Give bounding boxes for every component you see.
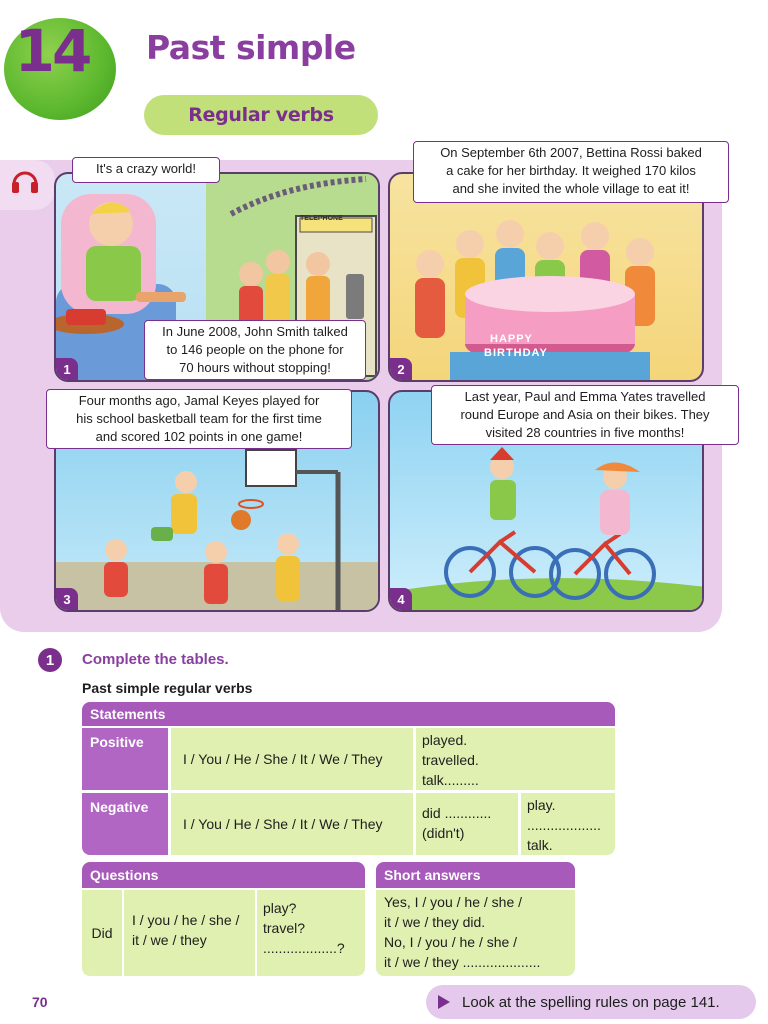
negative-label: Negative bbox=[82, 793, 168, 855]
page-title: Past simple bbox=[146, 28, 356, 67]
cake-text-happy: HAPPY bbox=[490, 333, 533, 345]
negative-verb-forms[interactable]: play. ................... talk. bbox=[521, 793, 615, 855]
play-arrow-icon bbox=[438, 995, 450, 1009]
panel-number: 1 bbox=[56, 358, 78, 380]
panel-number: 3 bbox=[56, 588, 78, 610]
page-number: 70 bbox=[32, 994, 48, 1010]
positive-verb-forms[interactable]: played. travelled. talk......... bbox=[416, 728, 615, 790]
exercise-instruction: Complete the tables. bbox=[82, 651, 229, 668]
subtitle-pill: Regular verbs bbox=[144, 95, 378, 135]
cake-text-birthday: BIRTHDAY bbox=[484, 347, 548, 359]
caption-panel-1: In June 2008, John Smith talked to 146 people on the phone for 70 hours without stopping! bbox=[144, 320, 366, 380]
exercise-number: 1 bbox=[38, 648, 62, 672]
short-answers-body[interactable]: Yes, I / you / he / she / it / we / they did. No, I / you / he / she / it / we / they .................... bbox=[376, 890, 575, 976]
positive-subjects: I / You / He / She / It / We / They bbox=[171, 728, 413, 790]
question-auxiliary: Did bbox=[82, 890, 122, 976]
caption-panel-4: Last year, Paul and Emma Yates travelled round Europe and Asia on their bikes. They visited 28 countries in five months! bbox=[431, 385, 739, 445]
negative-auxiliary[interactable]: did ............ (didn't) bbox=[416, 793, 518, 855]
table-title: Past simple regular verbs bbox=[82, 680, 253, 696]
unit-number: 14 bbox=[14, 17, 90, 85]
caption-panel-2: On September 6th 2007, Bettina Rossi baked a cake for her birthday. It weighed 170 kilos and she invited the whole village to eat it! bbox=[413, 141, 729, 203]
question-verbs[interactable]: play? travel? ...................? bbox=[257, 890, 365, 976]
panel-number: 4 bbox=[390, 588, 412, 610]
negative-subjects: I / You / He / She / It / We / They bbox=[171, 793, 413, 855]
statements-header: Statements bbox=[82, 702, 615, 726]
panel-number: 2 bbox=[390, 358, 412, 380]
question-subjects: I / you / he / she / it / we / they bbox=[124, 890, 255, 976]
speech-bubble: It's a crazy world! bbox=[72, 157, 220, 183]
spelling-rules-link[interactable]: Look at the spelling rules on page 141. bbox=[426, 985, 756, 1019]
caption-panel-3: Four months ago, Jamal Keyes played for his school basketball team for the first time and scored 102 points in one game! bbox=[46, 389, 352, 449]
headphones-icon[interactable] bbox=[10, 168, 40, 194]
questions-header: Questions bbox=[82, 862, 365, 888]
positive-label: Positive bbox=[82, 728, 168, 790]
telephone-sign: TELEPHONE bbox=[300, 215, 343, 222]
short-answers-header: Short answers bbox=[376, 862, 575, 888]
